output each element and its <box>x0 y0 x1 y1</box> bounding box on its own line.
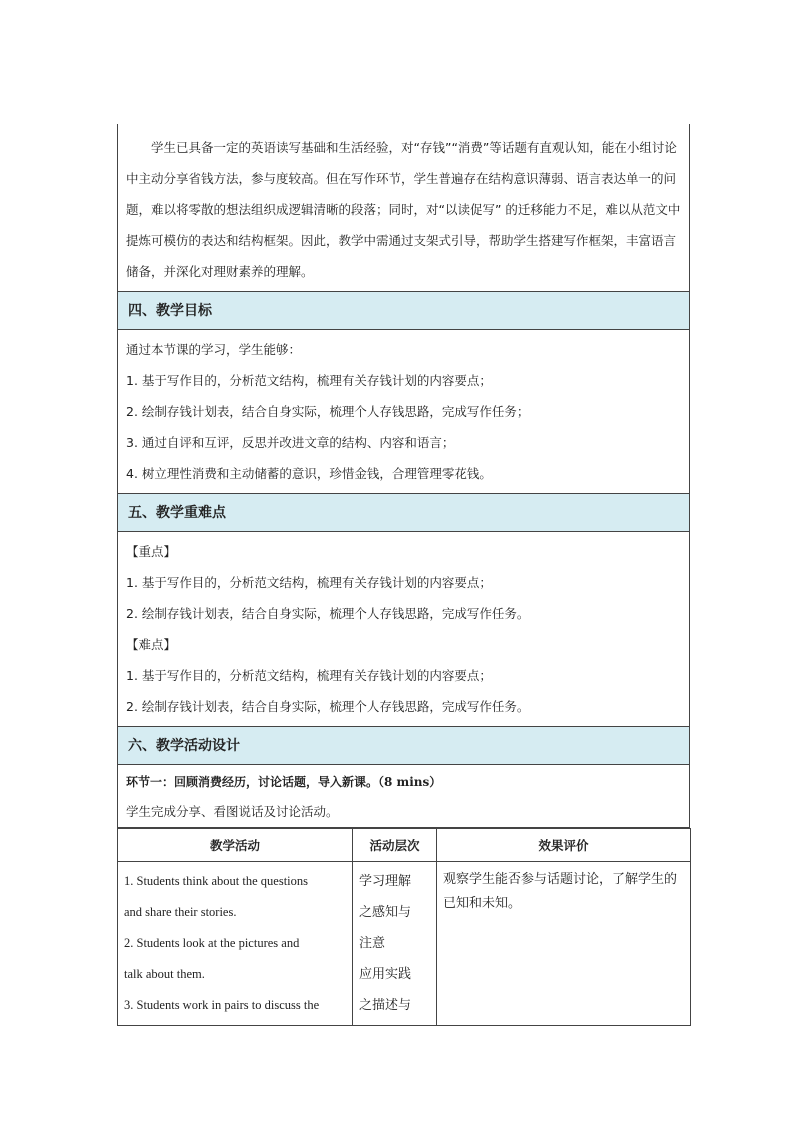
objective-item: 1. 基于写作目的，分析范文结构，梳理有关存钱计划的内容要点； <box>126 373 492 388</box>
evaluation-cell <box>437 862 691 1026</box>
level-cell <box>353 862 437 1026</box>
activity-line: 3. Students work in pairs to discuss the <box>124 998 320 1012</box>
evaluation-text: 观察学生能否参与话题讨论，了解学生的已知和未知。 <box>443 872 678 911</box>
section-activity-design-header: 六、教学活动设计 <box>117 727 690 765</box>
student-analysis-text: 学生已具备一定的英语读写基础和生活经验，对“存钱”“消费”等话题有直观认知，能在小组讨论中主动分享省钱方法，参与度较高。但在写作环节，学生普遍存在结构意识薄弱、语言表达单一的问题，难以将零散的想法组织成逻辑清晰的段落；同时，对“以读促写” 的迁移能力不足，难以从范文中提炼可模仿的表达和结构框架。因此，教学中需通过支架式引导，帮助学生搭建写作框架，丰富语言储备，并深化对理财素养的理解。 <box>126 140 681 279</box>
level-line: 应用实践 <box>359 967 412 982</box>
objective-item: 2. 绘制存钱计划表，结合自身实际，梳理个人存钱思路，完成写作任务； <box>126 404 530 419</box>
stage-one-title: 环节一：回顾消费经历，讨论话题，导入新课。（8 mins） <box>126 775 442 789</box>
stage-one-description: 学生完成分享、看图说话及讨论活动。 <box>126 804 339 819</box>
objectives-lead: 通过本节课的学习，学生能够： <box>126 342 302 357</box>
difficult-point-item: 1. 基于写作目的，分析范文结构，梳理有关存钱计划的内容要点； <box>126 668 492 683</box>
activity-line: talk about them. <box>124 967 205 981</box>
lesson-plan-document <box>117 124 690 1026</box>
level-line: 注意 <box>359 936 386 951</box>
level-line: 之感知与 <box>359 905 412 920</box>
objective-item: 4. 树立理性消费和主动储蓄的意识，珍惜金钱，合理管理零花钱。 <box>126 466 492 481</box>
header-activity-level: 活动层次 <box>353 829 437 862</box>
section-teaching-objectives-header: 四、教学目标 <box>117 292 690 330</box>
teaching-objectives-body <box>117 330 690 494</box>
activity-line: 2. Students look at the pictures and <box>124 936 300 950</box>
objective-item: 3. 通过自评和互评，反思并改进文章的结构、内容和语言； <box>126 435 455 450</box>
activity-table-header-row <box>118 829 691 862</box>
activity-table <box>117 828 691 1026</box>
header-teaching-activity: 教学活动 <box>118 829 353 862</box>
table-row <box>118 862 691 1026</box>
level-line: 学习理解 <box>359 874 412 889</box>
activity-line: 1. Students think about the questions <box>124 874 309 888</box>
key-difficult-points-body <box>117 532 690 727</box>
header-effect-evaluation: 效果评价 <box>437 829 691 862</box>
difficult-point-item: 2. 绘制存钱计划表，结合自身实际，梳理个人存钱思路，完成写作任务。 <box>126 699 530 714</box>
difficult-points-label: 【难点】 <box>126 637 177 652</box>
activity-line: and share their stories. <box>124 905 237 919</box>
key-point-item: 1. 基于写作目的，分析范文结构，梳理有关存钱计划的内容要点； <box>126 575 492 590</box>
key-points-label: 【重点】 <box>126 544 177 559</box>
student-analysis-box <box>117 124 690 292</box>
activity-cell <box>118 862 353 1026</box>
level-line: 之描述与 <box>359 998 412 1013</box>
section-key-difficult-points-header: 五、教学重难点 <box>117 494 690 532</box>
stage-one-intro <box>117 765 690 828</box>
key-point-item: 2. 绘制存钱计划表，结合自身实际，梳理个人存钱思路，完成写作任务。 <box>126 606 530 621</box>
